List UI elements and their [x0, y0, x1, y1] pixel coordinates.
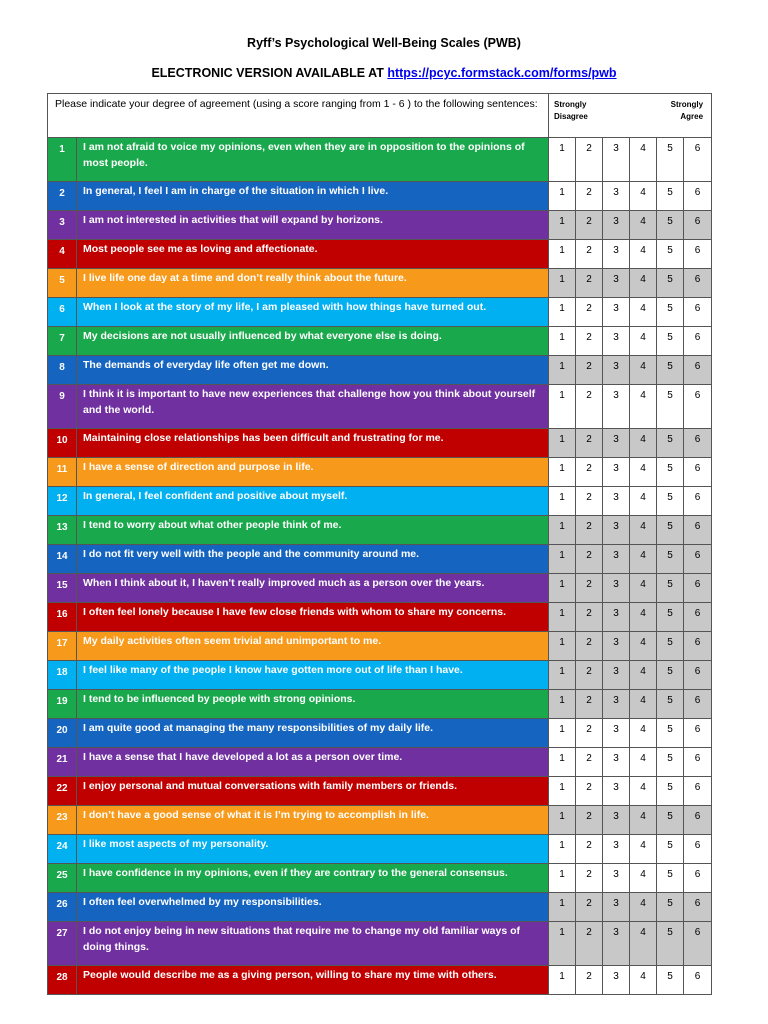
table-row — [48, 545, 712, 574]
score-option-1[interactable]: 1 — [549, 240, 576, 269]
score-option-5[interactable]: 5 — [657, 632, 684, 661]
item-number: 10 — [48, 429, 77, 458]
table-row — [48, 429, 712, 458]
score-option-5[interactable]: 5 — [657, 922, 684, 966]
score-option-4[interactable]: 4 — [630, 966, 657, 995]
score-option-4[interactable]: 4 — [630, 298, 657, 327]
score-option-6[interactable]: 6 — [684, 182, 712, 211]
score-option-5[interactable]: 5 — [657, 298, 684, 327]
score-option-6[interactable]: 6 — [684, 966, 712, 995]
item-statement: I am not interested in activities that will expand by horizons. — [77, 211, 549, 240]
score-option-3[interactable]: 3 — [603, 356, 630, 385]
score-option-3[interactable]: 3 — [603, 574, 630, 603]
score-option-6[interactable]: 6 — [684, 632, 712, 661]
item-number: 19 — [48, 690, 77, 719]
score-option-1[interactable]: 1 — [549, 269, 576, 298]
score-option-3[interactable]: 3 — [603, 835, 630, 864]
score-option-2[interactable]: 2 — [576, 966, 603, 995]
score-option-5[interactable]: 5 — [657, 211, 684, 240]
score-option-1[interactable]: 1 — [549, 864, 576, 893]
item-number: 20 — [48, 719, 77, 748]
item-statement: I have a sense of direction and purpose in life. — [77, 458, 549, 487]
score-option-1[interactable]: 1 — [549, 603, 576, 632]
score-option-2[interactable]: 2 — [576, 864, 603, 893]
score-option-5[interactable]: 5 — [657, 516, 684, 545]
item-statement: I am not afraid to voice my opinions, even when they are in opposition to the opinions of most people. — [77, 138, 549, 182]
item-number: 14 — [48, 545, 77, 574]
item-number: 28 — [48, 966, 77, 995]
score-option-6[interactable]: 6 — [684, 777, 712, 806]
score-option-3[interactable]: 3 — [603, 516, 630, 545]
score-option-6[interactable]: 6 — [684, 269, 712, 298]
table-row — [48, 632, 712, 661]
score-option-6[interactable]: 6 — [684, 922, 712, 966]
score-option-1[interactable]: 1 — [549, 966, 576, 995]
item-statement: Maintaining close relationships has been difficult and frustrating for me. — [77, 429, 549, 458]
score-option-1[interactable]: 1 — [549, 922, 576, 966]
score-option-6[interactable]: 6 — [684, 574, 712, 603]
item-number: 26 — [48, 893, 77, 922]
item-statement: I tend to be influenced by people with strong opinions. — [77, 690, 549, 719]
table-row — [48, 182, 712, 211]
item-number: 1 — [48, 138, 77, 182]
scale-right-label — [671, 99, 703, 123]
score-option-4[interactable]: 4 — [630, 893, 657, 922]
score-option-2[interactable]: 2 — [576, 516, 603, 545]
item-statement: I have a sense that I have developed a lot as a person over time. — [77, 748, 549, 777]
score-option-2[interactable]: 2 — [576, 182, 603, 211]
item-statement: People would describe me as a giving person, willing to share my time with others. — [77, 966, 549, 995]
form-link[interactable]: https://pcyc.formstack.com/forms/pwb — [387, 66, 617, 80]
subtitle-prefix: ELECTRONIC VERSION AVAILABLE AT — [151, 66, 388, 80]
score-option-3[interactable]: 3 — [603, 327, 630, 356]
item-statement: I often feel overwhelmed by my responsibilities. — [77, 893, 549, 922]
score-option-2[interactable]: 2 — [576, 922, 603, 966]
score-option-1[interactable]: 1 — [549, 690, 576, 719]
score-option-2[interactable]: 2 — [576, 806, 603, 835]
score-option-2[interactable]: 2 — [576, 719, 603, 748]
score-option-5[interactable]: 5 — [657, 864, 684, 893]
table-row — [48, 719, 712, 748]
score-option-1[interactable]: 1 — [549, 719, 576, 748]
score-option-6[interactable]: 6 — [684, 487, 712, 516]
score-option-4[interactable]: 4 — [630, 748, 657, 777]
score-option-6[interactable]: 6 — [684, 356, 712, 385]
score-option-3[interactable]: 3 — [603, 487, 630, 516]
item-statement: I feel like many of the people I know have gotten more out of life than I have. — [77, 661, 549, 690]
table-row — [48, 574, 712, 603]
item-number: 2 — [48, 182, 77, 211]
score-option-1[interactable]: 1 — [549, 574, 576, 603]
score-option-3[interactable]: 3 — [603, 269, 630, 298]
score-option-3[interactable]: 3 — [603, 922, 630, 966]
score-option-2[interactable]: 2 — [576, 356, 603, 385]
score-option-1[interactable]: 1 — [549, 516, 576, 545]
item-number: 23 — [48, 806, 77, 835]
score-option-3[interactable]: 3 — [603, 632, 630, 661]
score-option-4[interactable]: 4 — [630, 458, 657, 487]
item-number: 27 — [48, 922, 77, 966]
score-option-1[interactable]: 1 — [549, 748, 576, 777]
score-option-2[interactable]: 2 — [576, 211, 603, 240]
item-statement: The demands of everyday life often get me down. — [77, 356, 549, 385]
item-statement: I like most aspects of my personality. — [77, 835, 549, 864]
item-statement: When I look at the story of my life, I am pleased with how things have turned out. — [77, 298, 549, 327]
table-row — [48, 777, 712, 806]
score-option-3[interactable]: 3 — [603, 748, 630, 777]
score-option-6[interactable]: 6 — [684, 545, 712, 574]
score-option-4[interactable]: 4 — [630, 806, 657, 835]
score-option-1[interactable]: 1 — [549, 835, 576, 864]
table-row — [48, 298, 712, 327]
table-row — [48, 385, 712, 429]
score-option-1[interactable]: 1 — [549, 138, 576, 182]
score-option-6[interactable]: 6 — [684, 327, 712, 356]
score-option-1[interactable]: 1 — [549, 487, 576, 516]
table-row — [48, 661, 712, 690]
score-option-5[interactable]: 5 — [657, 574, 684, 603]
score-option-4[interactable]: 4 — [630, 574, 657, 603]
subtitle — [0, 66, 768, 80]
table-row — [48, 966, 712, 995]
score-option-4[interactable]: 4 — [630, 603, 657, 632]
header-row — [48, 94, 712, 138]
score-option-3[interactable]: 3 — [603, 429, 630, 458]
score-option-3[interactable]: 3 — [603, 138, 630, 182]
score-option-4[interactable]: 4 — [630, 182, 657, 211]
item-statement: I am quite good at managing the many responsibilities of my daily life. — [77, 719, 549, 748]
scale-left-line1: Strongly — [554, 100, 587, 109]
score-option-1[interactable]: 1 — [549, 327, 576, 356]
score-option-5[interactable]: 5 — [657, 138, 684, 182]
score-option-4[interactable]: 4 — [630, 240, 657, 269]
score-option-4[interactable]: 4 — [630, 661, 657, 690]
score-option-2[interactable]: 2 — [576, 748, 603, 777]
score-option-3[interactable]: 3 — [603, 966, 630, 995]
item-number: 6 — [48, 298, 77, 327]
score-option-3[interactable]: 3 — [603, 545, 630, 574]
score-option-5[interactable]: 5 — [657, 269, 684, 298]
score-option-1[interactable]: 1 — [549, 632, 576, 661]
score-option-1[interactable]: 1 — [549, 661, 576, 690]
score-option-4[interactable]: 4 — [630, 864, 657, 893]
score-option-6[interactable]: 6 — [684, 240, 712, 269]
score-option-3[interactable]: 3 — [603, 458, 630, 487]
item-statement: In general, I feel confident and positive about myself. — [77, 487, 549, 516]
score-option-1[interactable]: 1 — [549, 182, 576, 211]
item-number: 22 — [48, 777, 77, 806]
item-statement: My decisions are not usually influenced by what everyone else is doing. — [77, 327, 549, 356]
table-row — [48, 240, 712, 269]
score-option-3[interactable]: 3 — [603, 864, 630, 893]
score-option-2[interactable]: 2 — [576, 429, 603, 458]
score-option-5[interactable]: 5 — [657, 182, 684, 211]
score-option-6[interactable]: 6 — [684, 719, 712, 748]
scale-left-line2: Disagree — [554, 112, 588, 121]
item-statement: In general, I feel I am in charge of the situation in which I live. — [77, 182, 549, 211]
score-option-4[interactable]: 4 — [630, 429, 657, 458]
score-option-4[interactable]: 4 — [630, 632, 657, 661]
item-number: 9 — [48, 385, 77, 429]
score-option-5[interactable]: 5 — [657, 748, 684, 777]
score-option-5[interactable]: 5 — [657, 240, 684, 269]
instruction-text: Please indicate your degree of agreement (using a score ranging from 1 - 6 ) to the following sentences: — [48, 94, 549, 138]
score-option-1[interactable]: 1 — [549, 298, 576, 327]
score-option-4[interactable]: 4 — [630, 516, 657, 545]
item-statement: I have confidence in my opinions, even if they are contrary to the general consensus. — [77, 864, 549, 893]
item-statement: My daily activities often seem trivial and unimportant to me. — [77, 632, 549, 661]
score-option-4[interactable]: 4 — [630, 545, 657, 574]
score-option-5[interactable]: 5 — [657, 545, 684, 574]
score-option-4[interactable]: 4 — [630, 777, 657, 806]
item-number: 3 — [48, 211, 77, 240]
score-option-3[interactable]: 3 — [603, 719, 630, 748]
score-option-5[interactable]: 5 — [657, 806, 684, 835]
item-number: 11 — [48, 458, 77, 487]
score-option-3[interactable]: 3 — [603, 298, 630, 327]
score-option-5[interactable]: 5 — [657, 458, 684, 487]
score-option-3[interactable]: 3 — [603, 211, 630, 240]
score-option-2[interactable]: 2 — [576, 893, 603, 922]
item-number: 7 — [48, 327, 77, 356]
score-option-5[interactable]: 5 — [657, 777, 684, 806]
score-option-5[interactable]: 5 — [657, 429, 684, 458]
table-row — [48, 211, 712, 240]
score-option-6[interactable]: 6 — [684, 603, 712, 632]
score-option-6[interactable]: 6 — [684, 806, 712, 835]
table-row — [48, 356, 712, 385]
scale-left-label — [554, 99, 588, 123]
table-row — [48, 327, 712, 356]
score-option-5[interactable]: 5 — [657, 893, 684, 922]
score-option-5[interactable]: 5 — [657, 603, 684, 632]
item-number: 25 — [48, 864, 77, 893]
score-option-3[interactable]: 3 — [603, 893, 630, 922]
score-option-6[interactable]: 6 — [684, 864, 712, 893]
item-number: 24 — [48, 835, 77, 864]
item-number: 18 — [48, 661, 77, 690]
score-option-5[interactable]: 5 — [657, 719, 684, 748]
score-option-2[interactable]: 2 — [576, 777, 603, 806]
item-statement: I don’t have a good sense of what it is I’m trying to accomplish in life. — [77, 806, 549, 835]
score-option-5[interactable]: 5 — [657, 327, 684, 356]
table-row — [48, 893, 712, 922]
scale-header — [549, 94, 712, 138]
scale-right-line1: Strongly — [670, 100, 704, 109]
score-option-2[interactable]: 2 — [576, 603, 603, 632]
score-option-2[interactable]: 2 — [576, 138, 603, 182]
table-row — [48, 690, 712, 719]
score-option-3[interactable]: 3 — [603, 385, 630, 429]
score-option-1[interactable]: 1 — [549, 806, 576, 835]
score-option-2[interactable]: 2 — [576, 458, 603, 487]
score-option-2[interactable]: 2 — [576, 574, 603, 603]
item-statement: I enjoy personal and mutual conversations with family members or friends. — [77, 777, 549, 806]
score-option-6[interactable]: 6 — [684, 690, 712, 719]
score-option-6[interactable]: 6 — [684, 835, 712, 864]
item-statement: Most people see me as loving and affectionate. — [77, 240, 549, 269]
item-number: 12 — [48, 487, 77, 516]
table-row — [48, 835, 712, 864]
score-option-2[interactable]: 2 — [576, 632, 603, 661]
table-row — [48, 487, 712, 516]
score-option-5[interactable]: 5 — [657, 835, 684, 864]
score-option-6[interactable]: 6 — [684, 661, 712, 690]
score-option-1[interactable]: 1 — [549, 545, 576, 574]
score-option-5[interactable]: 5 — [657, 661, 684, 690]
score-option-3[interactable]: 3 — [603, 806, 630, 835]
item-statement: I often feel lonely because I have few close friends with whom to share my concerns. — [77, 603, 549, 632]
score-option-3[interactable]: 3 — [603, 661, 630, 690]
item-statement: I think it is important to have new experiences that challenge how you think about yourself and the world. — [77, 385, 549, 429]
score-option-1[interactable]: 1 — [549, 458, 576, 487]
item-number: 5 — [48, 269, 77, 298]
score-option-6[interactable]: 6 — [684, 298, 712, 327]
score-option-2[interactable]: 2 — [576, 385, 603, 429]
score-option-1[interactable]: 1 — [549, 777, 576, 806]
table-row — [48, 864, 712, 893]
table-row — [48, 516, 712, 545]
score-option-4[interactable]: 4 — [630, 138, 657, 182]
score-option-4[interactable]: 4 — [630, 835, 657, 864]
score-option-4[interactable]: 4 — [630, 690, 657, 719]
score-option-4[interactable]: 4 — [630, 327, 657, 356]
score-option-4[interactable]: 4 — [630, 269, 657, 298]
score-option-4[interactable]: 4 — [630, 356, 657, 385]
score-option-2[interactable]: 2 — [576, 661, 603, 690]
score-option-1[interactable]: 1 — [549, 356, 576, 385]
score-option-6[interactable]: 6 — [684, 458, 712, 487]
score-option-4[interactable]: 4 — [630, 487, 657, 516]
score-option-5[interactable]: 5 — [657, 356, 684, 385]
questionnaire-table — [47, 93, 712, 995]
score-option-1[interactable]: 1 — [549, 385, 576, 429]
table-row — [48, 269, 712, 298]
score-option-4[interactable]: 4 — [630, 211, 657, 240]
item-number: 15 — [48, 574, 77, 603]
score-option-6[interactable]: 6 — [684, 893, 712, 922]
item-statement: I do not fit very well with the people and the community around me. — [77, 545, 549, 574]
score-option-2[interactable]: 2 — [576, 240, 603, 269]
score-option-6[interactable]: 6 — [684, 211, 712, 240]
score-option-3[interactable]: 3 — [603, 777, 630, 806]
score-option-6[interactable]: 6 — [684, 385, 712, 429]
item-number: 21 — [48, 748, 77, 777]
item-statement: I do not enjoy being in new situations that require me to change my old familiar ways of doing things. — [77, 922, 549, 966]
item-number: 13 — [48, 516, 77, 545]
item-statement: I live life one day at a time and don’t really think about the future. — [77, 269, 549, 298]
score-option-4[interactable]: 4 — [630, 385, 657, 429]
item-number: 4 — [48, 240, 77, 269]
score-option-6[interactable]: 6 — [684, 138, 712, 182]
score-option-1[interactable]: 1 — [549, 429, 576, 458]
score-option-1[interactable]: 1 — [549, 893, 576, 922]
scale-right-line2: Agree — [680, 112, 704, 121]
score-option-4[interactable]: 4 — [630, 922, 657, 966]
score-option-2[interactable]: 2 — [576, 835, 603, 864]
item-number: 8 — [48, 356, 77, 385]
item-number: 17 — [48, 632, 77, 661]
score-option-2[interactable]: 2 — [576, 690, 603, 719]
table-row — [48, 603, 712, 632]
table-row — [48, 806, 712, 835]
score-option-6[interactable]: 6 — [684, 429, 712, 458]
score-option-6[interactable]: 6 — [684, 516, 712, 545]
score-option-5[interactable]: 5 — [657, 690, 684, 719]
score-option-3[interactable]: 3 — [603, 603, 630, 632]
score-option-3[interactable]: 3 — [603, 182, 630, 211]
score-option-3[interactable]: 3 — [603, 690, 630, 719]
score-option-5[interactable]: 5 — [657, 385, 684, 429]
score-option-2[interactable]: 2 — [576, 487, 603, 516]
table-row — [48, 748, 712, 777]
score-option-4[interactable]: 4 — [630, 719, 657, 748]
table-row — [48, 138, 712, 182]
score-option-5[interactable]: 5 — [657, 487, 684, 516]
score-option-2[interactable]: 2 — [576, 298, 603, 327]
item-statement: I tend to worry about what other people think of me. — [77, 516, 549, 545]
score-option-2[interactable]: 2 — [576, 545, 603, 574]
score-option-2[interactable]: 2 — [576, 327, 603, 356]
table-row — [48, 922, 712, 966]
page-title: Ryff’s Psychological Well-Being Scales (PWB) — [247, 36, 521, 50]
item-statement: When I think about it, I haven’t really improved much as a person over the years. — [77, 574, 549, 603]
item-number: 16 — [48, 603, 77, 632]
score-option-6[interactable]: 6 — [684, 748, 712, 777]
score-option-1[interactable]: 1 — [549, 211, 576, 240]
score-option-3[interactable]: 3 — [603, 240, 630, 269]
table-row — [48, 458, 712, 487]
score-option-5[interactable]: 5 — [657, 966, 684, 995]
score-option-2[interactable]: 2 — [576, 269, 603, 298]
